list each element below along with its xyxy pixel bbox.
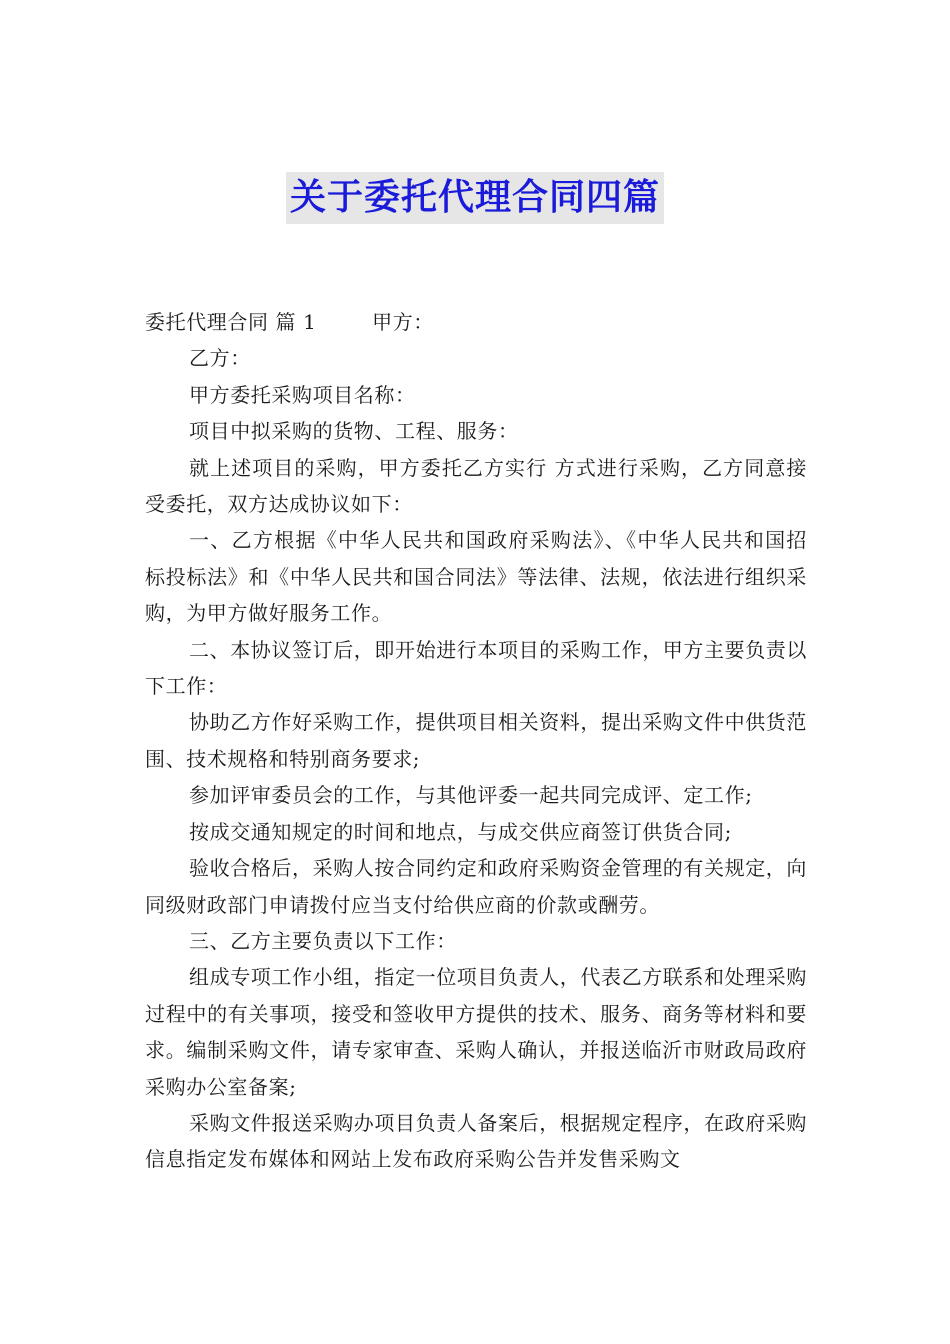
document-title: 关于委托代理合同四篇 [286,172,664,224]
title-container [0,172,950,224]
paragraph: 乙方： [189,346,251,371]
paragraph: 甲方委托采购项目名称： [189,382,416,407]
paragraph: 三、乙方主要负责以下工作： [189,928,457,953]
paragraph: 组成专项工作小组，指定一位项目负责人，代表乙方联系和处理采购过程中的有关事项，接受和签收甲方提供的技术、服务、商务等材料和要求。编制采购文件，请专家审查、采购人确认，并报送临沂市财政局政府采购办公室备案; [145,965,807,1099]
document-body [145,304,807,1178]
paragraph: 参加评审委员会的工作，与其他评委一起共同完成评、定工作; [189,783,753,808]
paragraph: 采购文件报送采购办项目负责人备案后，根据规定程序，在政府采购信息指定发布媒体和网站上发布政府采购公告并发售采购文 [145,1110,807,1172]
section-heading-line: 委托代理合同 篇 1 甲方： [145,310,434,334]
paragraph: 协助乙方作好采购工作，提供项目相关资料，提出采购文件中供货范围、技术规格和特别商务要求; [145,710,807,771]
paragraph: 就上述项目的采购，甲方委托乙方实行 方式进行采购，乙方同意接受委托，双方达成协议如下： [145,455,807,517]
paragraph: 按成交通知规定的时间和地点，与成交供应商签订供货合同; [189,819,732,844]
paragraph: 二、本协议签订后，即开始进行本项目的采购工作，甲方主要负责以下工作： [145,637,807,699]
paragraph: 项目中拟采购的货物、工程、服务： [189,419,519,444]
paragraph: 验收合格后，采购人按合同约定和政府采购资金管理的有关规定，向同级财政部门申请拨付应当支付给供应商的价款或酬劳。 [145,856,807,917]
paragraph: 一、乙方根据《中华人民共和国政府采购法》、《中华人民共和国招标投标法》和《中华人民共和国合同法》等法律、法规，依法进行组织采购，为甲方做好服务工作。 [145,528,807,626]
